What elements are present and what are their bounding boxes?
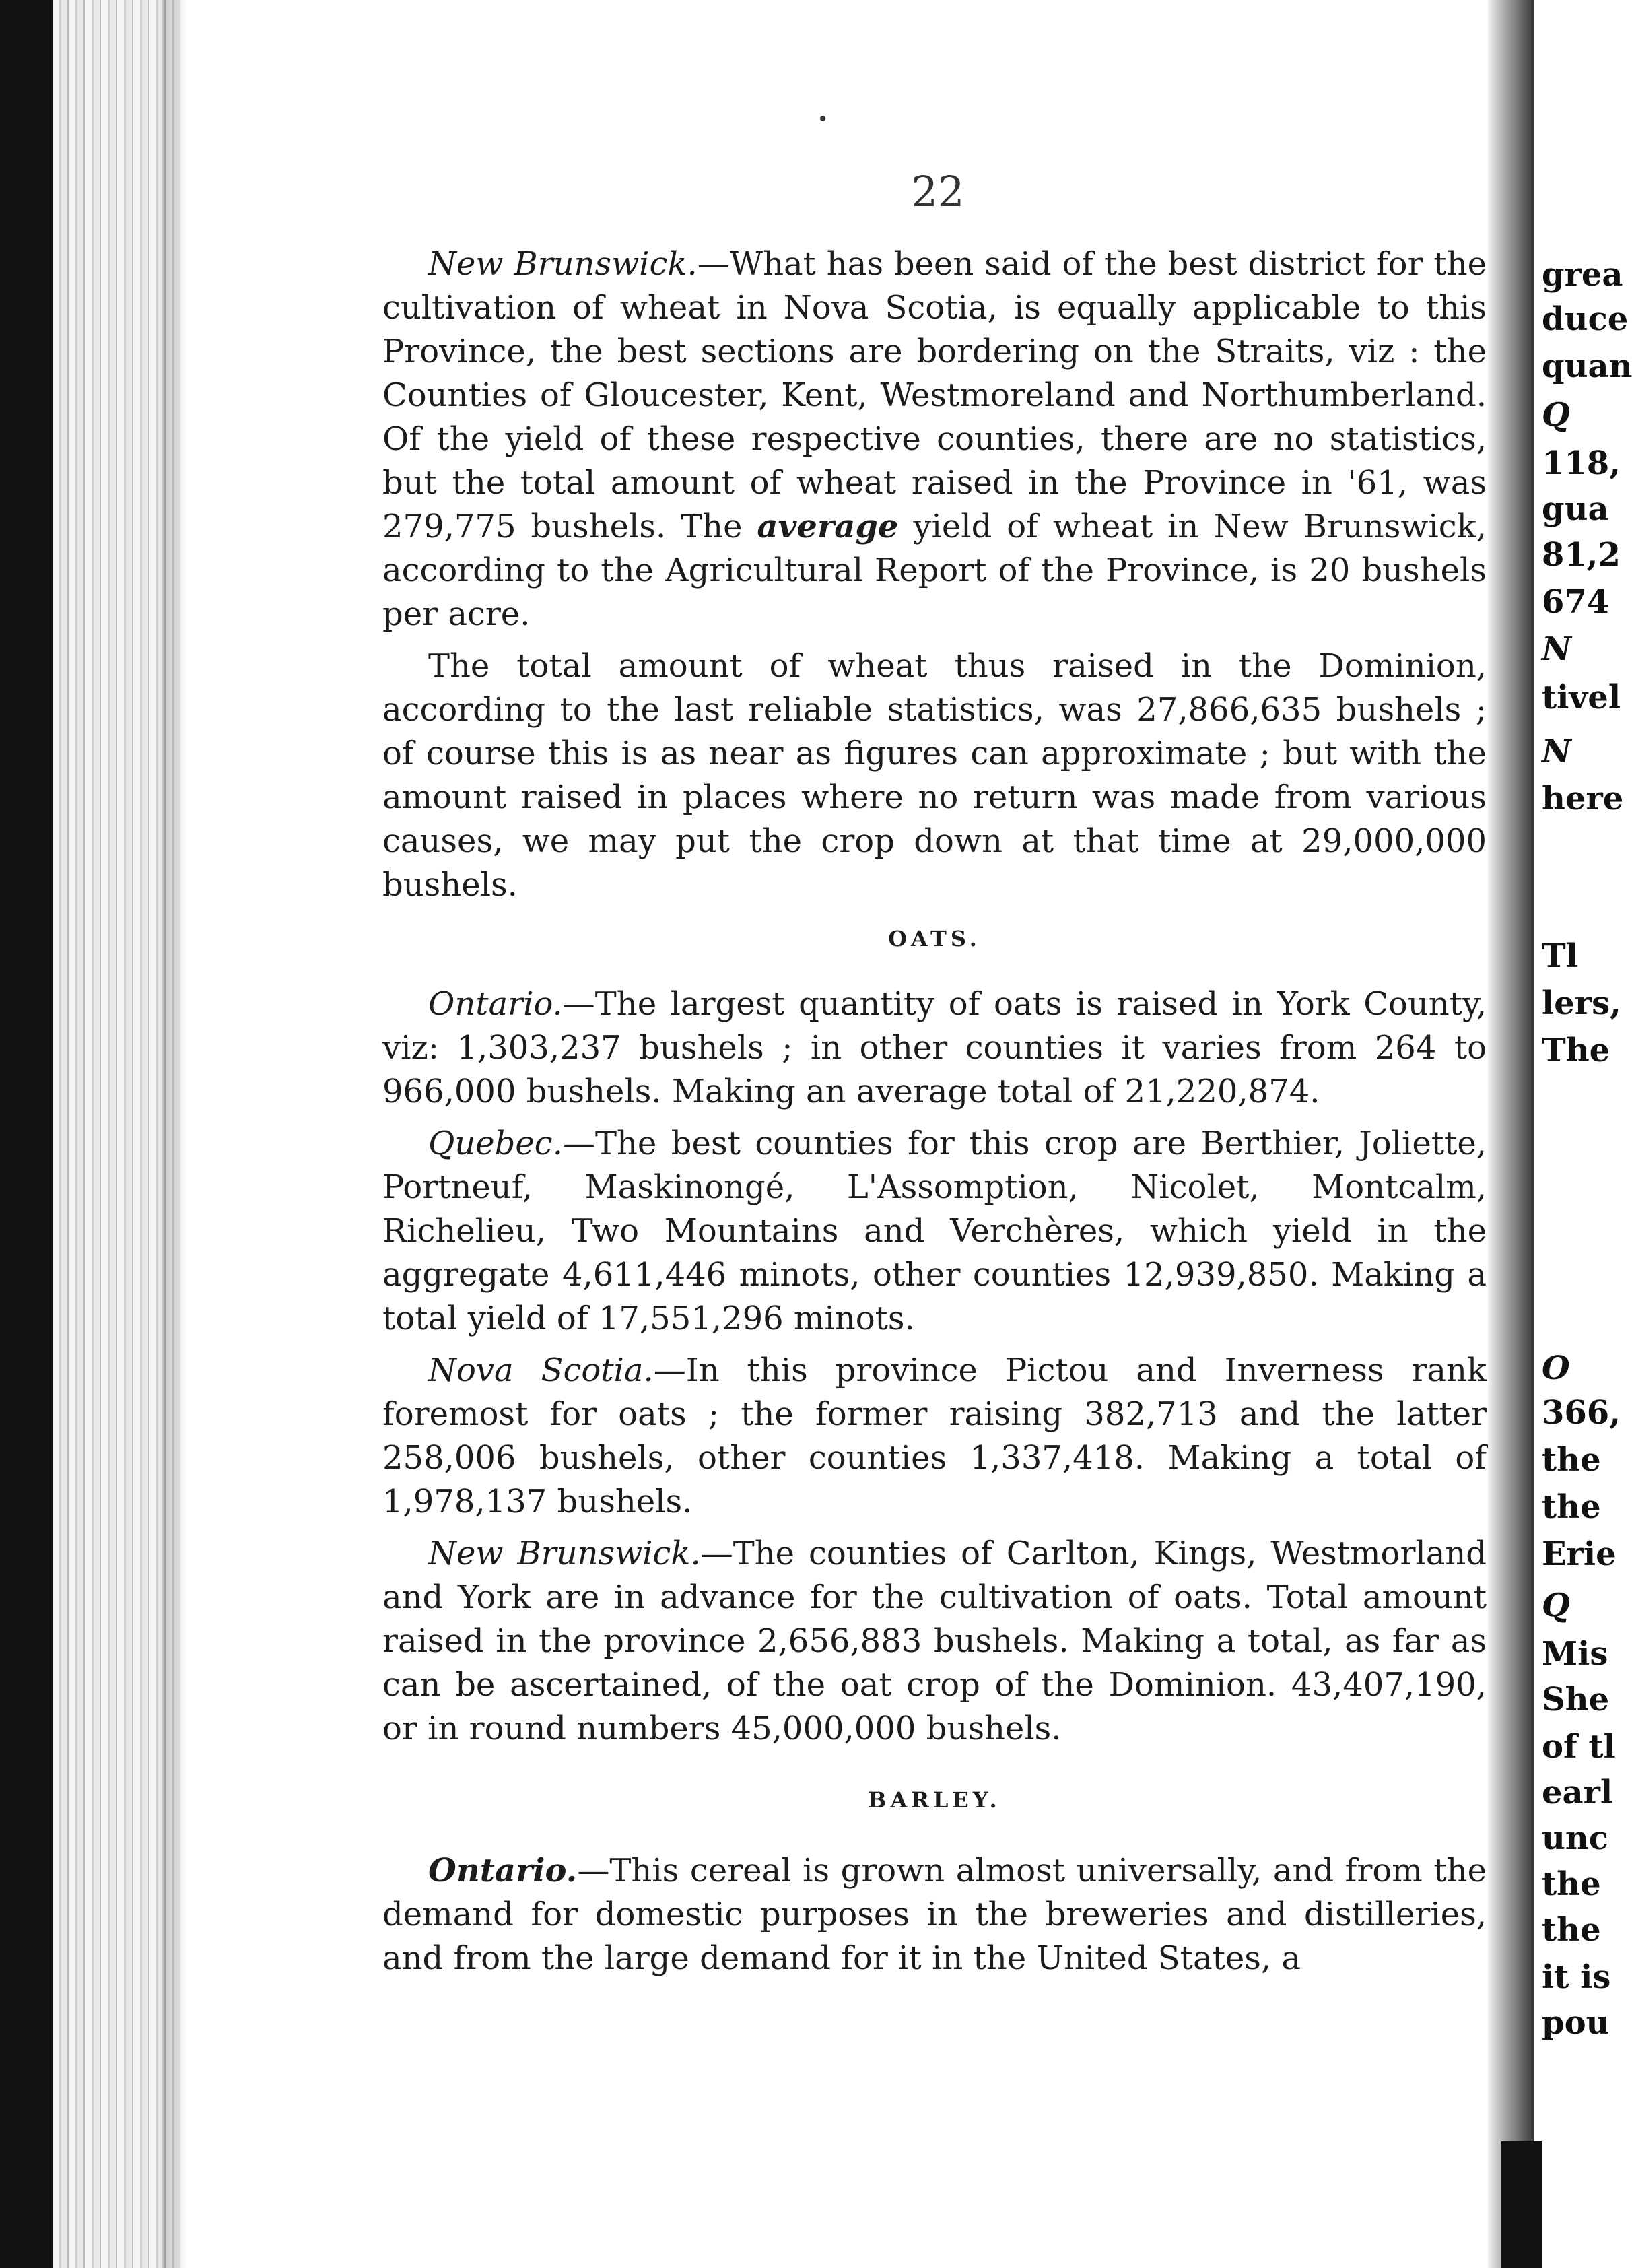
facing-line: Erie [1542, 1535, 1617, 1573]
facing-line: 81,2 [1542, 536, 1621, 574]
facing-line: it is [1542, 1958, 1611, 1996]
facing-line: lers, [1542, 985, 1621, 1022]
paragraph-text: —The counties of Carlton, Kings, Westmorland and York are in advance for the cultivation of oats. Total amount raised in the province 2,656,883 bushels. Making a total, as far as can be ascertained, of the oat crop of the Dominion. 43,407,190, or in round numbers 45,000,000 bushels. [382, 1535, 1487, 1747]
paragraph-dominion-wheat [382, 644, 1487, 907]
facing-line: the [1542, 1865, 1601, 1903]
facing-line: pou [1542, 2004, 1610, 2042]
paragraph-text: —What has been said of the best district for the cultivation of wheat in Nova Scotia, is equally applicable to this Province, the best sections are bordering on the Straits, viz : the Counties of Gloucester, Kent, Westmoreland and Northumberland. Of the yield of these respective counties, there are no statistics, but the total amount of wheat raised in the Province in '61, was 279,775 bushels. The [382, 245, 1487, 545]
facing-line: grea [1542, 256, 1623, 294]
facing-line: 366, [1542, 1394, 1621, 1432]
facing-line: Q [1542, 1587, 1570, 1624]
paragraph-text: —In this province Pictou and Inverness rank foremost for oats ; the former raising 382,713 and the latter 258,006 bushels, other counties 1,337,418. Making a total of 1,978,137 bushels. [382, 1352, 1487, 1521]
facing-line: duce [1542, 300, 1629, 338]
paragraph-lead: Ontario. [428, 1852, 578, 1890]
facing-line: tivel [1542, 679, 1621, 716]
paragraph-ontario-barley [382, 1849, 1487, 1980]
facing-line: Q [1542, 396, 1570, 434]
facing-line: the [1542, 1488, 1601, 1526]
paragraph-lead: Nova Scotia. [428, 1352, 654, 1389]
facing-line: 118, [1542, 444, 1621, 482]
emphasis-average: average [757, 508, 899, 545]
paragraph-ontario-oats [382, 982, 1487, 1114]
paragraph-text: —The best counties for this crop are Berthier, Joliette, Portneuf, Maskinongé, L'Assomption, Nicolet, Montcalm, Richelieu, Two Mountains and Verchères, which yield in the aggregate 4,611,446 minots, other counties 12,939,850. Making a total yield of 17,551,296 minots. [382, 1125, 1487, 1337]
facing-line: She [1542, 1681, 1610, 1719]
page-edges-shadow [162, 0, 189, 2268]
paragraph-new-brunswick-oats [382, 1532, 1487, 1751]
ink-dot [820, 116, 825, 121]
facing-line: quan [1542, 347, 1632, 385]
paragraph-text: —This cereal is grown almost universally, and from the demand for domestic purposes in the breweries and distilleries, and from the large demand for it in the United States, a [382, 1852, 1487, 1977]
facing-line: N [1542, 630, 1571, 668]
paragraph-quebec-oats [382, 1122, 1487, 1341]
facing-page-fragment [1535, 0, 1632, 2268]
paragraph-text: yield of wheat in New Brunswick, according to the Agricultural Report of the Province, is 20 bushels per acre. [382, 508, 1487, 633]
paragraph-nova-scotia-oats [382, 1349, 1487, 1524]
facing-line: earl [1542, 1774, 1613, 1811]
facing-line: here [1542, 780, 1624, 818]
book-gutter [1488, 0, 1534, 2268]
paragraph-lead: Ontario. [428, 985, 563, 1023]
facing-line: unc [1542, 1820, 1609, 1857]
facing-line: The [1542, 1032, 1610, 1069]
facing-line: Tl [1542, 937, 1578, 975]
paragraph-text: The total amount of wheat thus raised in the Dominion, according to the last reliable statistics, was 27,866,635 bushels ; of course this is as near as figures can approximate ; but with the amount raised in places where no return was made from various causes, we may put the crop down at that time at 29,000,000 bushels. [382, 647, 1487, 904]
section-heading-barley: BARLEY. [868, 1787, 1001, 1813]
paragraph-lead: New Brunswick. [428, 1535, 701, 1572]
paragraph-text: —The largest quantity of oats is raised in York County, viz: 1,303,237 bushels ; in other counties it varies from 264 to 966,000 bushels. Making an average total of 21,220,874. [382, 985, 1487, 1110]
facing-line: the [1542, 1441, 1601, 1479]
paragraph-lead: Quebec. [428, 1125, 563, 1162]
book-page [382, 0, 1487, 2268]
facing-line: of tl [1542, 1728, 1616, 1766]
paragraph-lead: New Brunswick. [428, 245, 698, 283]
section-heading-oats: OATS. [888, 926, 981, 952]
facing-line: N [1542, 733, 1571, 770]
book-edge-dark [0, 0, 53, 2268]
facing-line: gua [1542, 490, 1609, 528]
page-body [382, 242, 1487, 1989]
facing-line: 674 [1542, 583, 1610, 621]
facing-line: O [1542, 1349, 1570, 1387]
page-number: 22 [911, 167, 965, 216]
facing-line: the [1542, 1911, 1601, 1949]
facing-line: Mis [1542, 1635, 1608, 1673]
paragraph-new-brunswick-wheat [382, 242, 1487, 636]
